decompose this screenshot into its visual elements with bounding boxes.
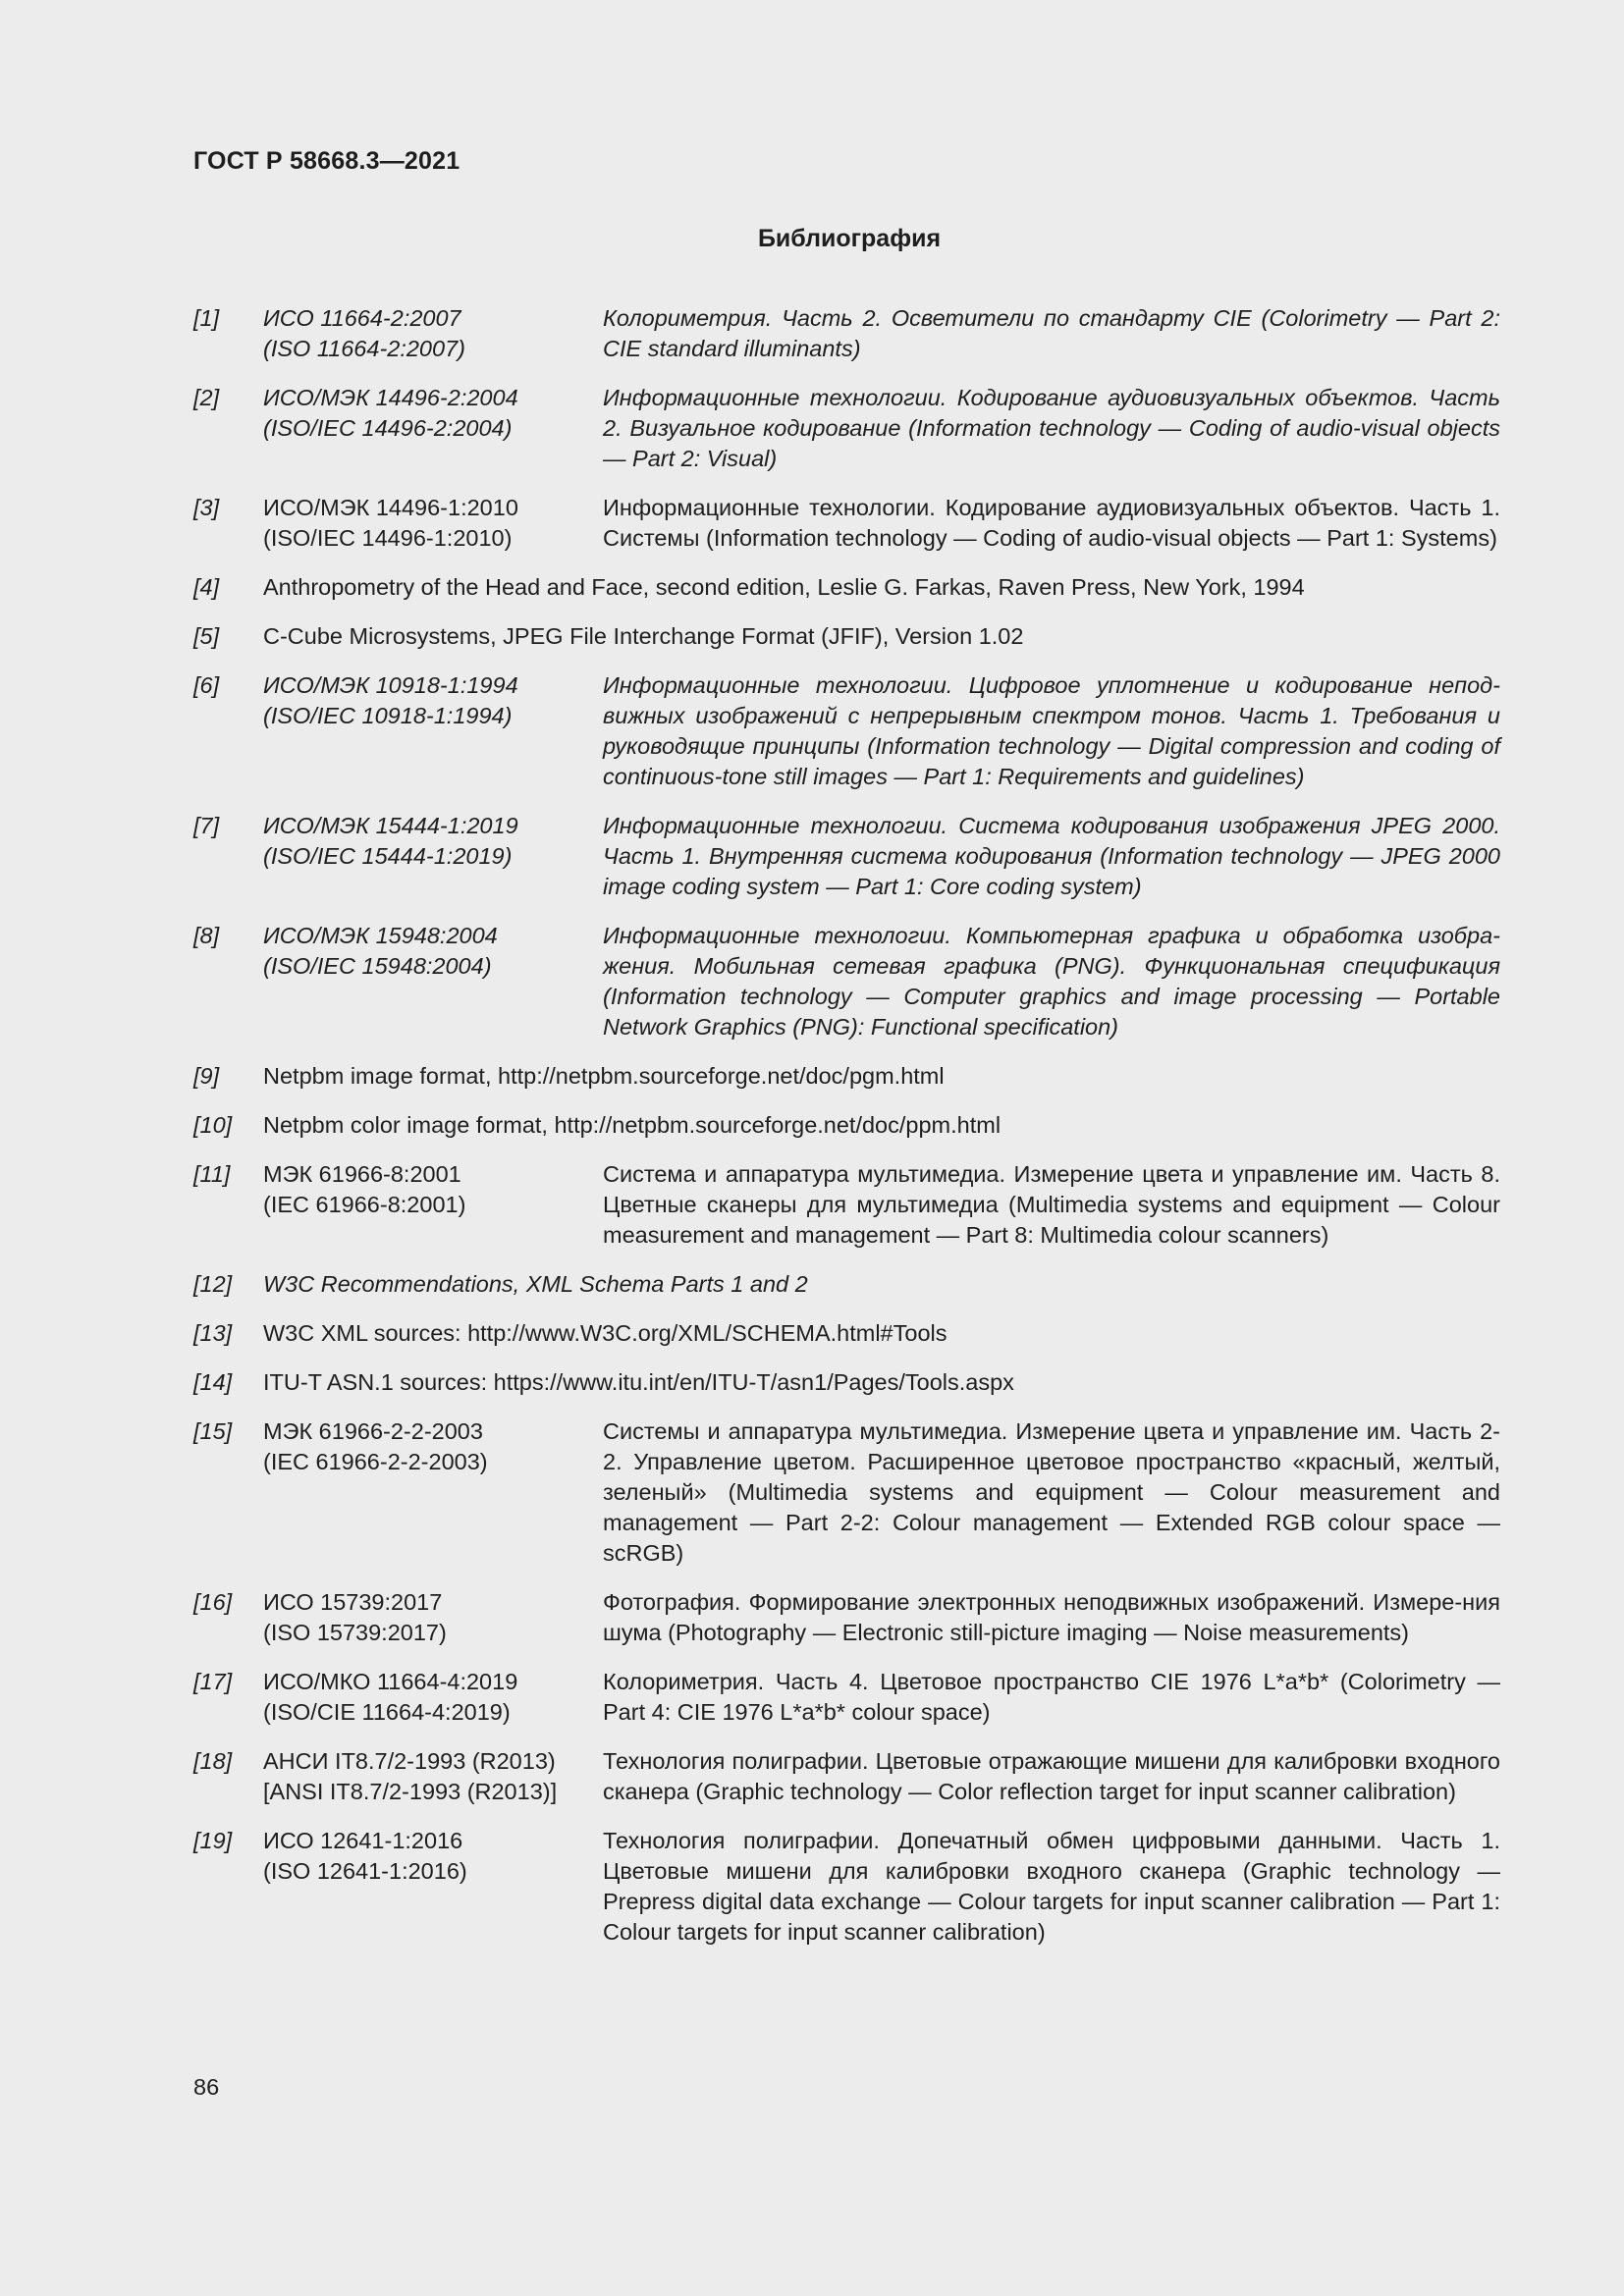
bib-entry [193,493,1500,554]
bib-entry [193,1269,1500,1300]
bib-entry-number: [16] [193,1589,233,1615]
page-number: 86 [193,2074,220,2100]
bib-entry-description: Информационные технологии. Компьютерная графика и обработка изобра-жения. Мобильная сетевая графика (PNG). Функциональная спецификация (Information technology — Computer graphics and image processing — Portable Network Graphics (PNG): Functional specification) [603,923,1500,1040]
bib-entry [193,1416,1500,1569]
bib-entry-description: Информационные технологии. Кодирование аудиовизуальных объектов. Часть 2. Визуальное кодирование (Information technology — Coding of audio-visual objects — Part 2: Visual) [603,385,1500,471]
bib-entry-number: [19] [193,1828,233,1853]
bib-entry-code: МЭК 61966-2-2-2003 (IEC 61966-2-2-2003) [263,1418,488,1474]
bib-entry-number: [12] [193,1271,233,1297]
bib-entry-code: ИСО/МКО 11664-4:2019 (ISO/CIE 11664-4:2019) [263,1669,518,1725]
bib-entry-description: Колориметрия. Часть 2. Осветители по стандарту CIE (Colorimetry — Part 2: CIE standard illuminants) [603,305,1500,361]
bib-entry [193,621,1500,652]
bib-entry-number: [6] [193,672,220,698]
bib-entry [193,1110,1500,1141]
bib-entry-code: ИСО 15739:2017 (ISO 15739:2017) [263,1589,447,1645]
bib-entry-text: Netpbm image format, http://netpbm.sourceforge.net/doc/pgm.html [263,1063,945,1089]
bibliography-list [193,303,1500,1966]
bib-entry [193,670,1500,792]
bib-entry-description: Информационные технологии. Цифровое уплотнение и кодирование непод-вижных изображений с непрерывным спектром тонов. Часть 1. Требования и руководящие принципы (Information technology — Digital compression and coding of continuous-tone still images — Part 1: Requirements and guidelines) [603,672,1500,789]
bib-entry-number: [7] [193,813,220,838]
bib-entry [193,303,1500,364]
bib-entry-code: ИСО/МЭК 14496-1:2010 (ISO/IEC 14496-1:2010) [263,495,518,551]
bib-entry-number: [14] [193,1369,233,1395]
bib-entry-number: [13] [193,1320,233,1346]
bib-entry-code: МЭК 61966-8:2001 (IEC 61966-8:2001) [263,1161,466,1217]
bib-entry-code: ИСО 12641-1:2016 (ISO 12641-1:2016) [263,1828,467,1884]
bib-entry-code: ИСО/МЭК 15444-1:2019 (ISO/IEC 15444-1:2019) [263,813,518,869]
bib-entry-text: ITU-T ASN.1 sources: https://www.itu.int/en/ITU-T/asn1/Pages/Tools.aspx [263,1369,1014,1395]
bib-entry-description: Колориметрия. Часть 4. Цветовое пространство CIE 1976 L*a*b* (Colorimetry — Part 4: CIE 1976 L*a*b* colour space) [603,1669,1500,1725]
bib-entry-number: [11] [193,1161,231,1187]
bib-entry-number: [15] [193,1418,233,1444]
bib-entry [193,572,1500,603]
bib-entry-code: ИСО/МЭК 15948:2004 (ISO/IEC 15948:2004) [263,923,498,979]
bib-entry-code: АНСИ IT8.7/2-1993 (R2013) [ANSI IT8.7/2-1993 (R2013)] [263,1748,558,1804]
bib-entry-number: [9] [193,1063,220,1089]
bib-entry-number: [4] [193,574,220,600]
bib-entry-number: [18] [193,1748,233,1774]
bib-entry-description: Информационные технологии. Кодирование аудиовизуальных объектов. Часть 1. Системы (Information technology — Coding of audio-visual objects — Part 1: Systems) [603,495,1500,551]
bib-entry-description: Системы и аппаратура мультимедиа. Измерение цвета и управление им. Часть 2-2. Управление цветом. Расширенное цветовое пространство «красный, желтый, зеленый» (Multimedia systems and equipment — Colour measurement and management — Part 2-2: Colour management — Extended RGB colour space — scRGB) [603,1418,1500,1566]
bib-entry [193,1061,1500,1092]
bib-entry [193,811,1500,902]
bib-entry-number: [17] [193,1669,233,1694]
bib-entry-text: W3C Recommendations, XML Schema Parts 1 and 2 [263,1271,808,1297]
bib-entry-code: ИСО/МЭК 10918-1:1994 (ISO/IEC 10918-1:1994) [263,672,518,728]
bib-entry-code: ИСО 11664-2:2007 (ISO 11664-2:2007) [263,305,465,361]
bib-entry-number: [2] [193,385,220,410]
bib-entry-description: Фотография. Формирование электронных неподвижных изображений. Измере-ния шума (Photography — Electronic still-picture imaging — Noise measurements) [603,1589,1500,1645]
bib-entry-number: [10] [193,1112,233,1138]
bib-entry-number: [1] [193,305,220,331]
bib-entry-description: Технология полиграфии. Допечатный обмен цифровыми данными. Часть 1. Цветовые мишени для калибровки входного сканера (Graphic technology — Prepress digital data exchange — Colour targets for input scanner calibration — Part 1: Colour targets for input scanner calibration) [603,1828,1500,1945]
bib-entry-number: [3] [193,495,220,520]
bib-entry-description: Система и аппаратура мультимедиа. Измерение цвета и управление им. Часть 8. Цветные сканеры для мультимедиа (Multimedia systems and equipment — Colour measurement and management — Part 8: Multimedia colour scanners) [603,1161,1500,1248]
bib-entry-text: W3C XML sources: http://www.W3C.org/XML/SCHEMA.html#Tools [263,1320,947,1346]
bib-entry [193,1367,1500,1398]
page-title: Библиография [757,225,942,252]
bib-entry [193,921,1500,1042]
bib-entry [193,383,1500,474]
bib-entry-text: Netpbm color image format, http://netpbm.sourceforge.net/doc/ppm.html [263,1112,1001,1138]
bib-entry [193,1318,1500,1349]
bib-entry [193,1667,1500,1728]
bib-entry [193,1826,1500,1948]
bib-entry [193,1746,1500,1807]
document-standard-header: ГОСТ Р 58668.3—2021 [193,147,460,175]
bib-entry [193,1159,1500,1251]
bib-entry-description: Технология полиграфии. Цветовые отражающие мишени для калибровки входного сканера (Graphic technology — Color reflection target for input scanner calibration) [603,1748,1500,1804]
bib-entry-number: [8] [193,923,220,948]
bib-entry-text: C-Cube Microsystems, JPEG File Interchange Format (JFIF), Version 1.02 [263,623,1024,649]
bib-entry-number: [5] [193,623,220,649]
bib-entry-code: ИСО/МЭК 14496-2:2004 (ISO/IEC 14496-2:2004) [263,385,518,441]
bib-entry-text: Anthropometry of the Head and Face, second edition, Leslie G. Farkas, Raven Press, New York, 1994 [263,574,1305,600]
bib-entry-description: Информационные технологии. Система кодирования изображения JPEG 2000. Часть 1. Внутренняя система кодирования (Information technology — JPEG 2000 image coding system — Part 1: Core coding system) [603,813,1500,899]
bib-entry [193,1587,1500,1648]
